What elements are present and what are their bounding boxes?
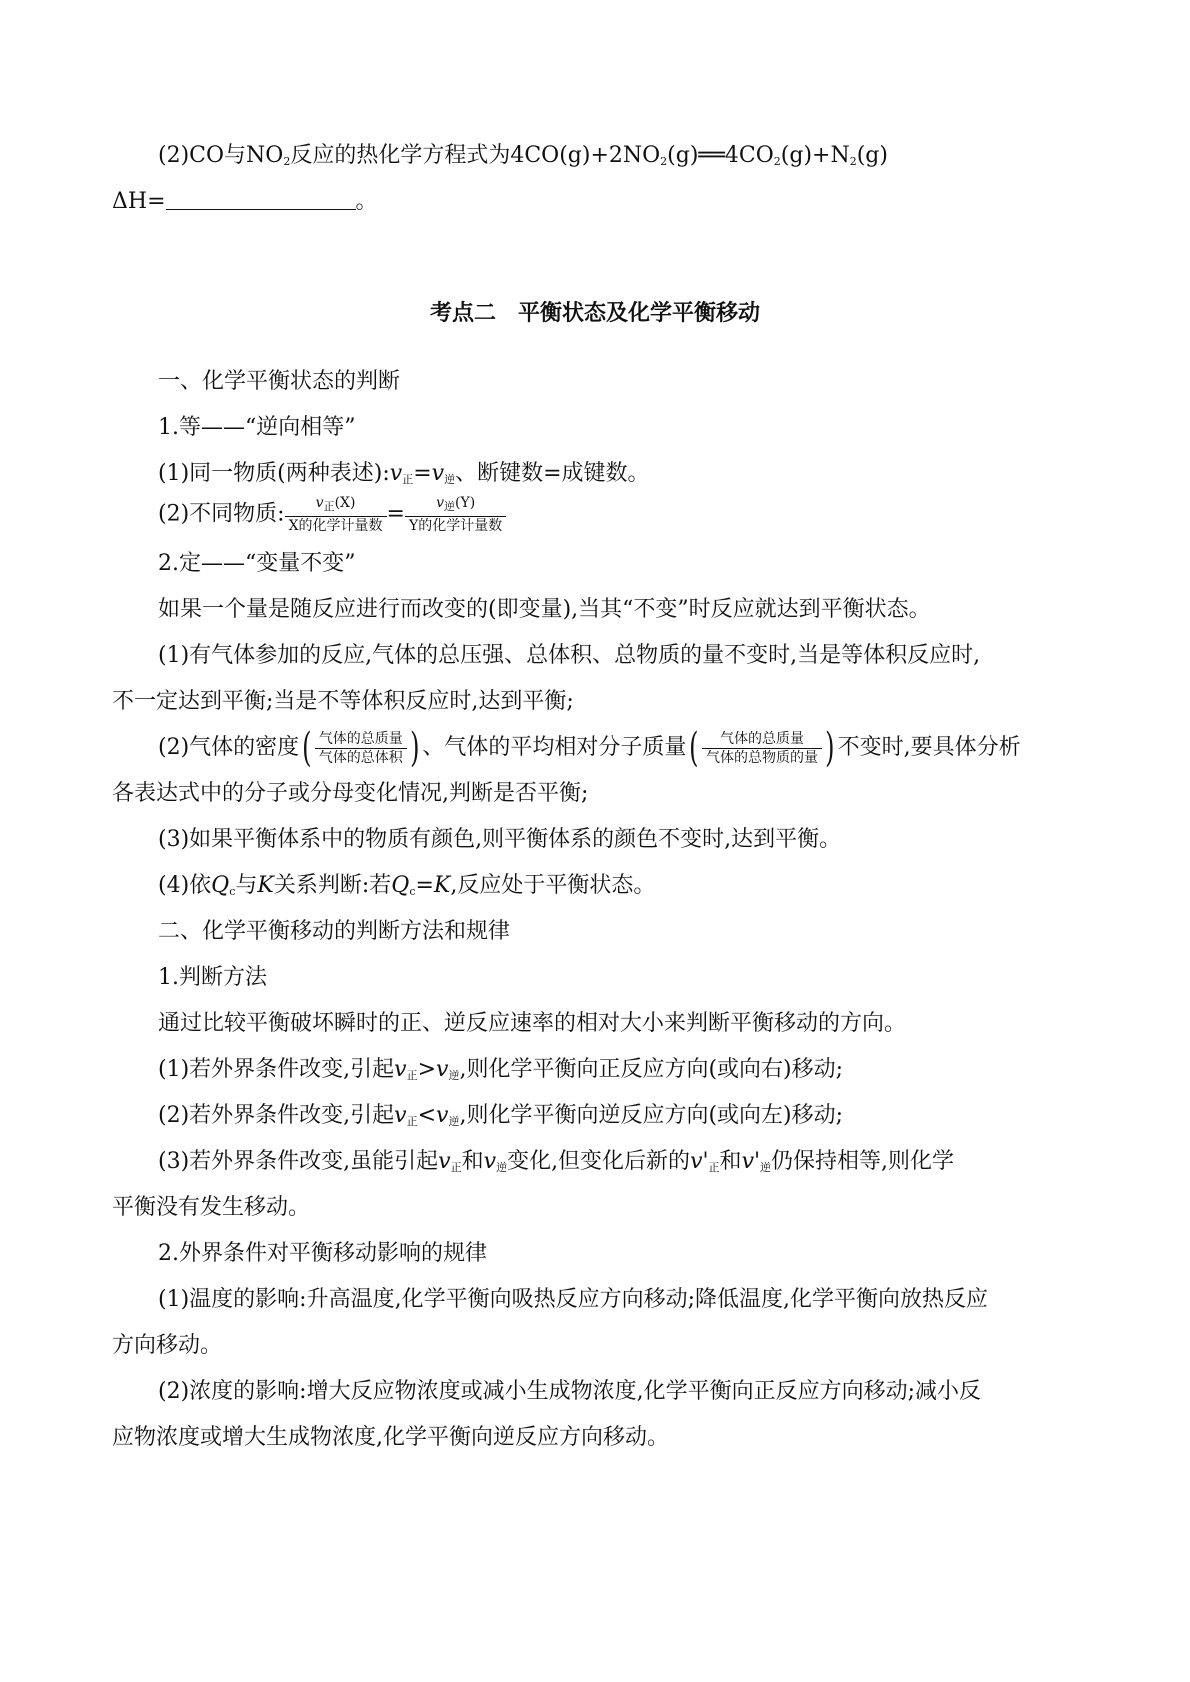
fraction — [405, 494, 506, 535]
paragraph: 通过比较平衡破坏瞬时的正、逆反应速率的相对大小来判断平衡移动的方向。 — [158, 1011, 907, 1036]
paragraph: 方向移动。 — [112, 1333, 223, 1358]
paragraph-fraction — [158, 726, 1021, 770]
paragraph: 平衡没有发生移动。 — [112, 1195, 311, 1220]
denominator: 气体的总体积 — [318, 749, 403, 766]
text: 不变时,要具体分析 — [837, 735, 1021, 760]
text: (2)CO与NO — [158, 143, 284, 168]
text: 。 — [355, 189, 378, 214]
v-symbol: v — [436, 495, 444, 511]
v-symbol: v — [436, 1103, 449, 1128]
text: 反应的热化学方程式为4CO(g)+2NO — [290, 143, 661, 168]
text: ,反应处于平衡状态。 — [450, 873, 656, 898]
k-symbol: =K — [415, 873, 451, 898]
left-paren: ( — [689, 725, 699, 771]
text: (2)不同物质: — [158, 501, 285, 527]
paragraph: (2)浓度的影响:增大反应物浓度或减小生成物浓度,化学平衡向正反应方向移动;减小反 — [158, 1379, 981, 1404]
numerator: 气体的总质量 — [315, 730, 407, 749]
text: = — [413, 461, 432, 486]
k-symbol: K — [257, 873, 274, 898]
paragraph — [158, 1054, 843, 1092]
v-symbol: v — [438, 1149, 451, 1174]
section-title: 考点二 平衡状态及化学平衡移动 — [429, 301, 760, 326]
text: (1)若外界条件改变,引起 — [158, 1057, 395, 1082]
subscript: 逆 — [448, 1115, 460, 1128]
fraction — [702, 730, 822, 767]
paragraph: 应物浓度或增大生成物浓度,化学平衡向逆反应方向移动。 — [112, 1425, 669, 1450]
subheading-2: 2.定——“变量不变” — [158, 551, 356, 576]
subscript: c — [229, 885, 236, 898]
v-prime-symbol: v' — [690, 1149, 709, 1174]
text: ,则化学平衡向逆反应方向(或向左)移动; — [459, 1103, 844, 1128]
text: 和 — [461, 1149, 484, 1174]
v-symbol: v — [389, 461, 403, 486]
v-symbol: v — [431, 461, 445, 486]
text: (4)依 — [158, 873, 212, 898]
heading-1: 一、化学平衡状态的判断 — [158, 369, 401, 394]
right-paren: ) — [409, 725, 420, 771]
subheading-4: 2.外界条件对平衡移动影响的规律 — [158, 1241, 487, 1266]
subscript: 正 — [450, 1161, 462, 1174]
v-prime-symbol: v' — [741, 1149, 761, 1174]
equation-line — [158, 140, 888, 178]
subscript: 正 — [406, 1115, 418, 1128]
text: (Y) — [454, 495, 476, 511]
subscript: 2 — [283, 155, 291, 168]
text: 变化,但变化后新的 — [507, 1149, 691, 1174]
fraction — [285, 494, 387, 535]
text: > — [417, 1057, 437, 1082]
q-symbol: Q — [211, 873, 230, 898]
paragraph: (1)有气体参加的反应,气体的总压强、总体积、总物质的量不变时,当是等体积反应时, — [158, 643, 981, 668]
paragraph — [158, 870, 655, 908]
v-symbol: v — [394, 1103, 407, 1128]
subscript: 逆 — [496, 1161, 508, 1174]
delta-h-line — [112, 186, 378, 218]
text: 关系判断:若 — [273, 873, 392, 898]
subscript: 正 — [406, 1069, 418, 1082]
right-paren: ) — [825, 725, 835, 771]
text: 和 — [719, 1149, 742, 1174]
subscript: 逆 — [760, 1161, 772, 1174]
v-symbol: v — [315, 495, 324, 511]
text: (g)+N — [780, 143, 850, 168]
v-symbol: v — [394, 1057, 407, 1082]
text: (X) — [334, 495, 356, 511]
text: 与 — [235, 873, 258, 898]
v-symbol: v — [483, 1149, 497, 1174]
fraction — [315, 730, 407, 767]
text: (2)若外界条件改变,引起 — [158, 1103, 395, 1128]
subscript: 2 — [660, 155, 668, 168]
text: 、断键数=成键数。 — [455, 461, 650, 486]
text: 仍保持相等,则化学 — [771, 1149, 955, 1174]
paragraph — [158, 458, 650, 496]
text: < — [417, 1103, 437, 1128]
subheading-1: 1.等——“逆向相等” — [158, 415, 356, 440]
denominator: 气体的总物质的量 — [706, 749, 819, 766]
subscript: 正 — [402, 473, 414, 486]
paragraph — [158, 1146, 954, 1184]
subscript: 逆 — [444, 473, 456, 486]
subscript: 2 — [773, 155, 781, 168]
subscript: c — [409, 885, 416, 898]
text: 、气体的平均相对分子质量 — [422, 735, 687, 760]
paragraph-fraction — [158, 494, 506, 535]
text: (g)══4CO — [667, 143, 774, 168]
v-symbol: v — [436, 1057, 449, 1082]
text: ,则化学平衡向正反应方向(或向右)移动; — [459, 1057, 844, 1082]
subscript: 正 — [708, 1161, 720, 1174]
paragraph: 如果一个量是随反应进行而改变的(即变量),当其“不变”时反应就达到平衡状态。 — [158, 597, 931, 622]
text: (g) — [856, 143, 888, 168]
subheading-3: 1.判断方法 — [158, 965, 267, 990]
q-symbol: Q — [391, 873, 410, 898]
subscript: 2 — [849, 155, 857, 168]
heading-2: 二、化学平衡移动的判断方法和规律 — [158, 919, 511, 944]
text: = — [386, 501, 405, 527]
left-paren: ( — [302, 725, 312, 771]
paragraph — [158, 1100, 843, 1138]
answer-blank[interactable] — [166, 189, 356, 210]
paragraph: 各表达式中的分子或分母变化情况,判断是否平衡; — [112, 781, 589, 806]
paragraph: (1)温度的影响:升高温度,化学平衡向吸热反应方向移动;降低温度,化学平衡向放热反应 — [158, 1287, 988, 1312]
subscript: 逆 — [443, 500, 455, 513]
denominator: X的化学计量数 — [288, 518, 383, 534]
paragraph: 不一定达到平衡;当是不等体积反应时,达到平衡; — [112, 689, 574, 714]
subscript: 逆 — [448, 1069, 460, 1082]
text: (3)若外界条件改变,虽能引起 — [158, 1149, 439, 1174]
text: (1)同一物质(两种表述): — [158, 461, 390, 486]
denominator: Y的化学计量数 — [408, 518, 503, 534]
delta-h-label: ΔH= — [112, 189, 166, 214]
numerator: 气体的总质量 — [702, 730, 822, 749]
text: (2)气体的密度 — [158, 735, 300, 760]
subscript: 正 — [323, 500, 335, 513]
paragraph: (3)如果平衡体系中的物质有颜色,则平衡体系的颜色不变时,达到平衡。 — [158, 827, 842, 852]
